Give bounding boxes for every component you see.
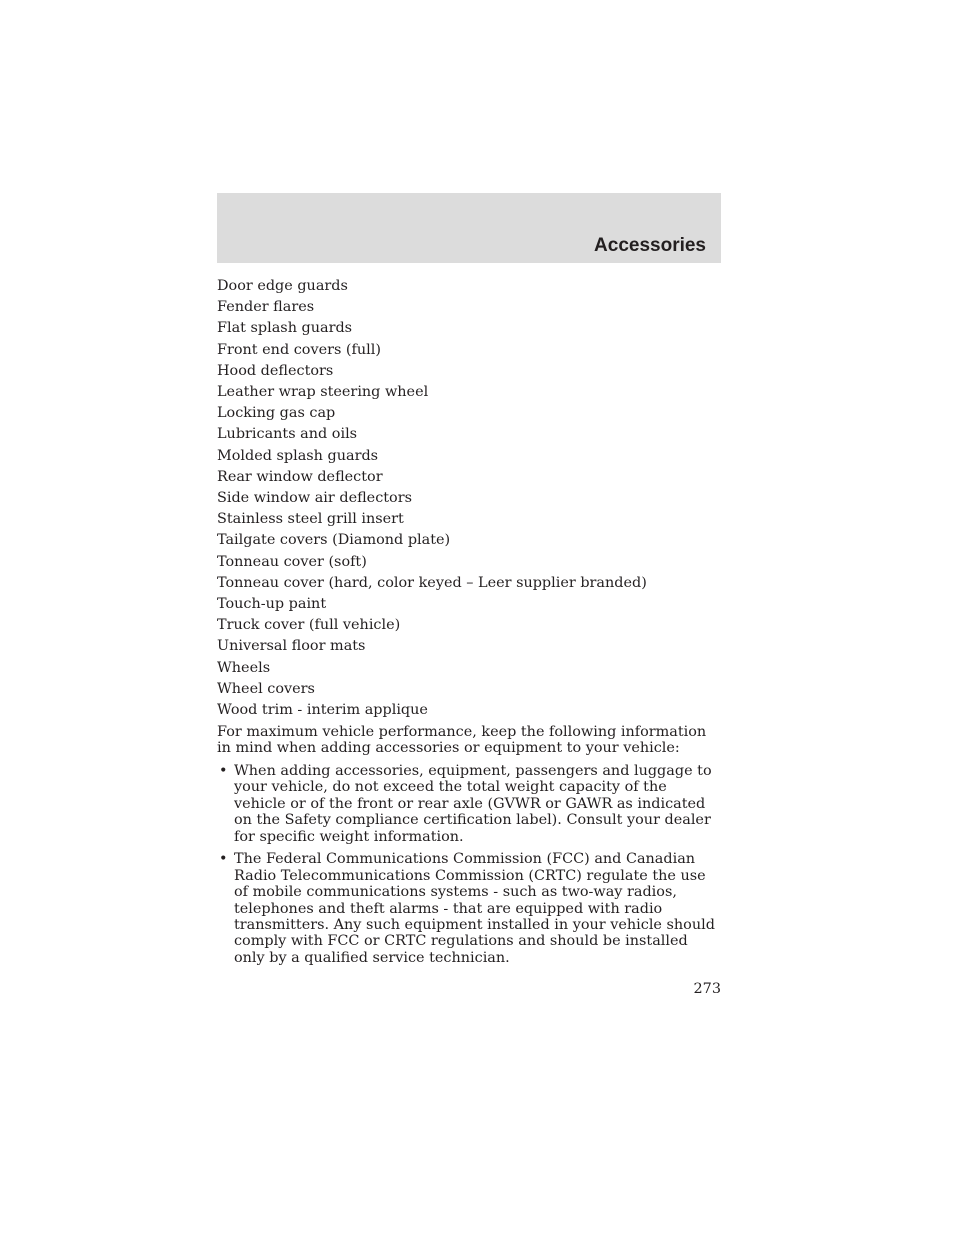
section-title: Accessories [594, 235, 706, 256]
bullet-text: When adding accessories, equipment, passengers and luggage to your vehicle, do not exceed the total weight capacity of the vehicle or of the front or rear axle (GVWR or GAWR as indicated on the Safety compliance certification label). Consult your dealer for specific weight information. [234, 763, 712, 845]
accessory-list [217, 276, 647, 721]
bullet-item [217, 763, 721, 845]
accessory-item: Locking gas cap [217, 405, 336, 422]
accessory-item: Truck cover (full vehicle) [217, 617, 401, 634]
accessory-item: Touch-up paint [217, 596, 327, 613]
bullet-list [217, 763, 721, 973]
accessory-item: Wood trim - interim applique [217, 702, 428, 719]
accessory-item: Front end covers (full) [217, 341, 381, 358]
accessory-item: Fender flares [217, 299, 315, 316]
accessory-item: Stainless steel grill insert [217, 511, 404, 528]
bullet-text: The Federal Communications Commission (FCC) and Canadian Radio Telecommunications Commission (CRTC) regulate the use of mobile communications systems - such as two-way radios, telephones and theft alarms - that are equipped with radio transmitters. Any such equipment installed in your vehicle should comply with FCC or CRTC regulations and should be installed only by a qualified service technician. [234, 851, 715, 966]
accessory-item: Tailgate covers (Diamond plate) [217, 532, 451, 549]
bullet-icon: • [219, 763, 228, 779]
page-number: 273 [693, 981, 721, 997]
intro-paragraph: For maximum vehicle performance, keep the following information in mind when adding accessories or equipment to your vehicle: [217, 724, 707, 757]
accessory-item: Wheel covers [217, 680, 315, 697]
bullet-icon: • [219, 851, 228, 868]
accessory-item: Lubricants and oils [217, 426, 358, 443]
accessory-item: Rear window deflector [217, 468, 383, 485]
accessory-item: Wheels [217, 659, 271, 676]
section-header-band [217, 193, 721, 263]
accessory-item: Door edge guards [217, 278, 348, 294]
bullet-item [217, 851, 721, 966]
accessory-item: Leather wrap steering wheel [217, 384, 429, 401]
accessory-item: Universal floor mats [217, 638, 366, 655]
accessory-item: Molded splash guards [217, 447, 379, 464]
accessory-item: Hood deflectors [217, 362, 334, 379]
accessory-item: Flat splash guards [217, 320, 353, 337]
accessory-item: Side window air deflectors [217, 490, 412, 507]
accessory-item: Tonneau cover (soft) [217, 553, 367, 570]
accessory-item: Tonneau cover (hard, color keyed – Leer supplier branded) [217, 574, 647, 591]
